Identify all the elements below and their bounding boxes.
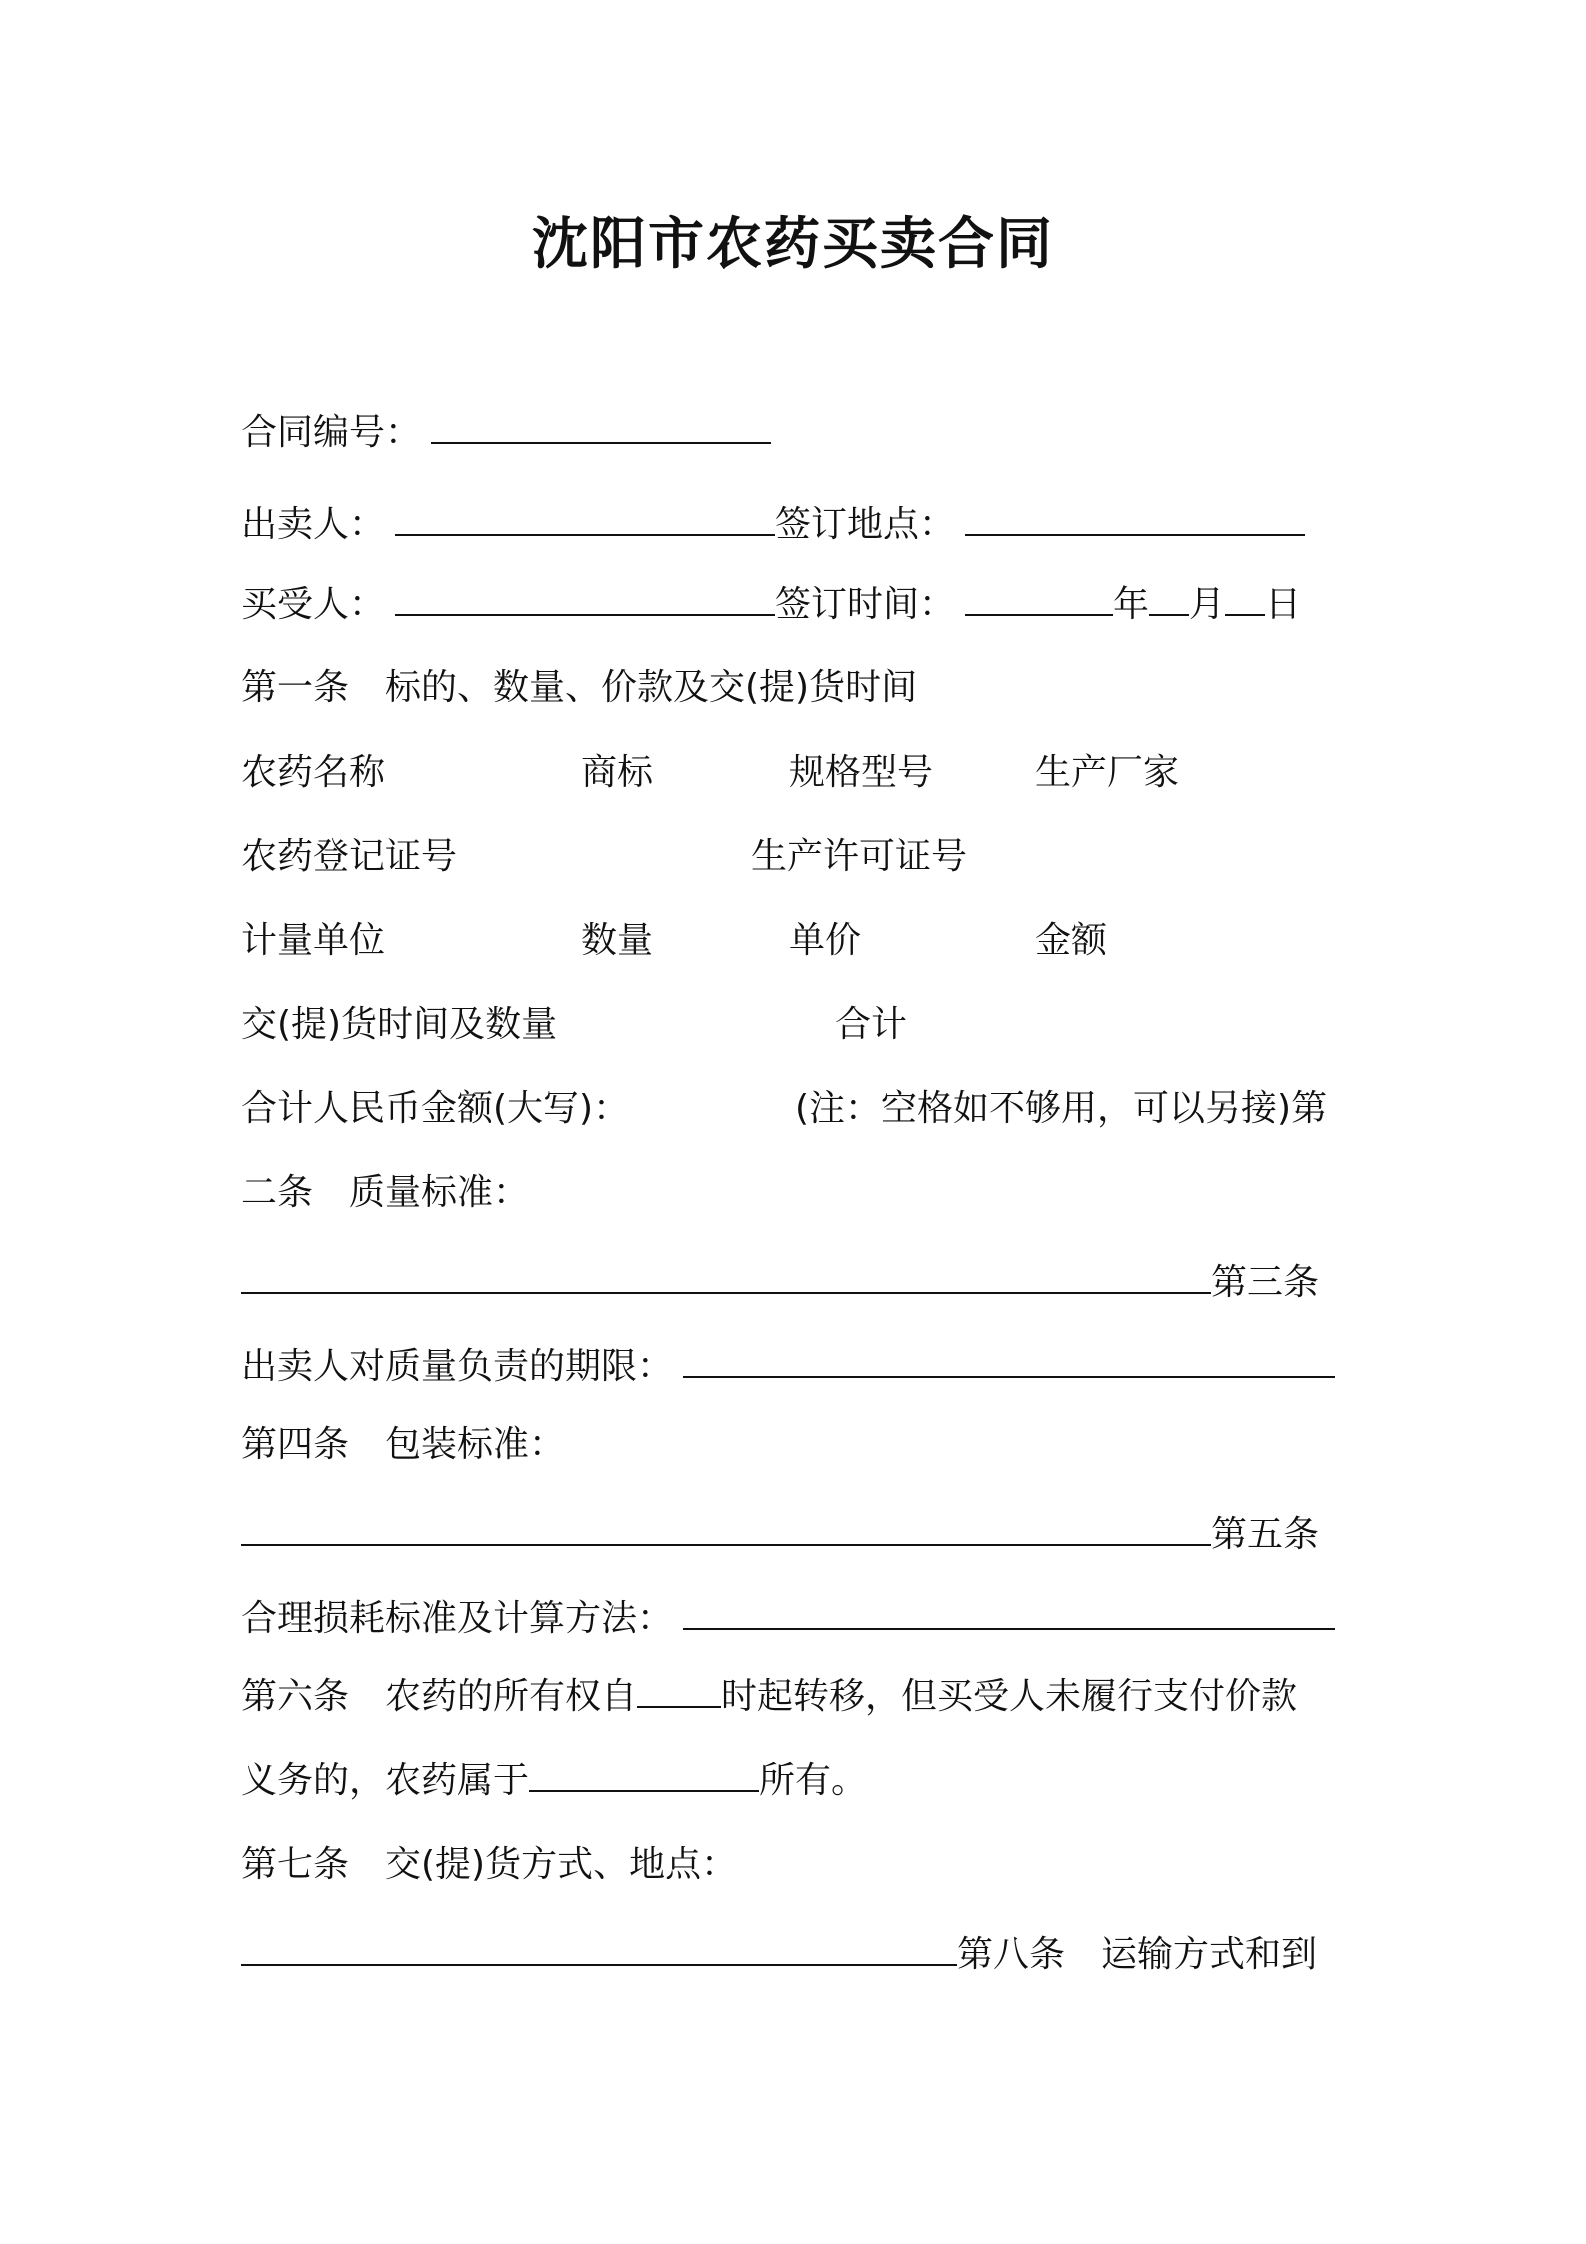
col-license-no: 生产许可证号: [751, 836, 968, 877]
sign-time-label: 签订时间：: [775, 584, 956, 625]
day-label: 日: [1265, 584, 1302, 625]
sign-place-blank[interactable]: [965, 500, 1305, 536]
table-header-row-1: [241, 748, 1351, 798]
col-pesticide-name: 农药名称: [241, 752, 386, 793]
article-3-label: 第三条: [1211, 1262, 1320, 1303]
ownership-transfer-blank[interactable]: [637, 1672, 721, 1708]
table-header-row-4: [241, 1000, 1351, 1050]
col-spec: 规格型号: [789, 752, 934, 793]
col-unit: 计量单位: [241, 920, 386, 961]
article-7-blank-line: [241, 1930, 1317, 1980]
article-8-text: 第八条 运输方式和到: [957, 1934, 1318, 1975]
article-6-line-2: [241, 1756, 867, 1806]
seller-line: [241, 500, 1305, 550]
article-6-text-b: 时起转移，但买受人未履行支付价款: [721, 1676, 1298, 1717]
col-registration-no: 农药登记证号: [241, 836, 458, 877]
col-amount: 金额: [1035, 920, 1108, 961]
col-total: 合计: [835, 1004, 908, 1045]
packaging-standard-blank[interactable]: [241, 1510, 1211, 1546]
contract-title: 沈阳市农药买卖合同: [532, 212, 1054, 277]
table-header-row-2: [241, 832, 1351, 882]
sign-month-blank[interactable]: [1149, 580, 1189, 616]
article-3-line: [241, 1342, 1335, 1392]
article-5-label: 第五条: [1211, 1514, 1320, 1555]
article-1-heading: 第一条 标的、数量、价款及交(提)货时间: [241, 667, 918, 708]
buyer-blank[interactable]: [395, 580, 775, 616]
article-7-heading: 第七条 交(提)货方式、地点：: [241, 1844, 738, 1885]
year-label: 年: [1113, 584, 1150, 625]
article-5-line: [241, 1594, 1335, 1644]
sign-place-label: 签订地点：: [775, 504, 956, 545]
article-2-heading: 二条 质量标准：: [241, 1172, 530, 1213]
table-header-row-3: [241, 916, 1351, 966]
col-unit-price: 单价: [789, 920, 862, 961]
quality-standard-blank[interactable]: [241, 1258, 1211, 1294]
article-6-line-1: [241, 1672, 1297, 1722]
article-6-text-d: 所有。: [759, 1760, 868, 1801]
sign-day-blank[interactable]: [1225, 580, 1265, 616]
buyer-line: [241, 580, 1301, 630]
loss-standard-blank[interactable]: [683, 1594, 1335, 1630]
owner-blank[interactable]: [529, 1756, 759, 1792]
seller-label: 出卖人：: [241, 504, 386, 545]
col-manufacturer: 生产厂家: [1035, 752, 1180, 793]
col-quantity: 数量: [581, 920, 654, 961]
loss-standard-label: 合理损耗标准及计算方法：: [241, 1598, 674, 1639]
note-text: (注：空格如不够用，可以另接)第: [795, 1088, 1328, 1129]
article-4-heading: 第四条 包装标准：: [241, 1424, 566, 1465]
total-rmb-label: 合计人民币金额(大写)：: [241, 1088, 630, 1129]
quality-period-label: 出卖人对质量负责的期限：: [241, 1346, 674, 1387]
contract-number-line: [241, 408, 771, 458]
article-2-blank-line: [241, 1258, 1319, 1308]
month-label: 月: [1189, 584, 1226, 625]
sign-year-blank[interactable]: [965, 580, 1113, 616]
quality-period-blank[interactable]: [683, 1342, 1335, 1378]
buyer-label: 买受人：: [241, 584, 386, 625]
article-6-text-c: 义务的，农药属于: [241, 1760, 530, 1801]
col-delivery-time: 交(提)货时间及数量: [241, 1004, 558, 1045]
contract-number-blank[interactable]: [431, 408, 771, 444]
contract-number-label: 合同编号：: [241, 412, 422, 453]
delivery-method-blank[interactable]: [241, 1930, 957, 1966]
total-rmb-line: [241, 1084, 1351, 1134]
col-brand: 商标: [581, 752, 654, 793]
article-6-text-a: 第六条 农药的所有权自: [241, 1676, 638, 1717]
article-4-blank-line: [241, 1510, 1319, 1560]
seller-blank[interactable]: [395, 500, 775, 536]
